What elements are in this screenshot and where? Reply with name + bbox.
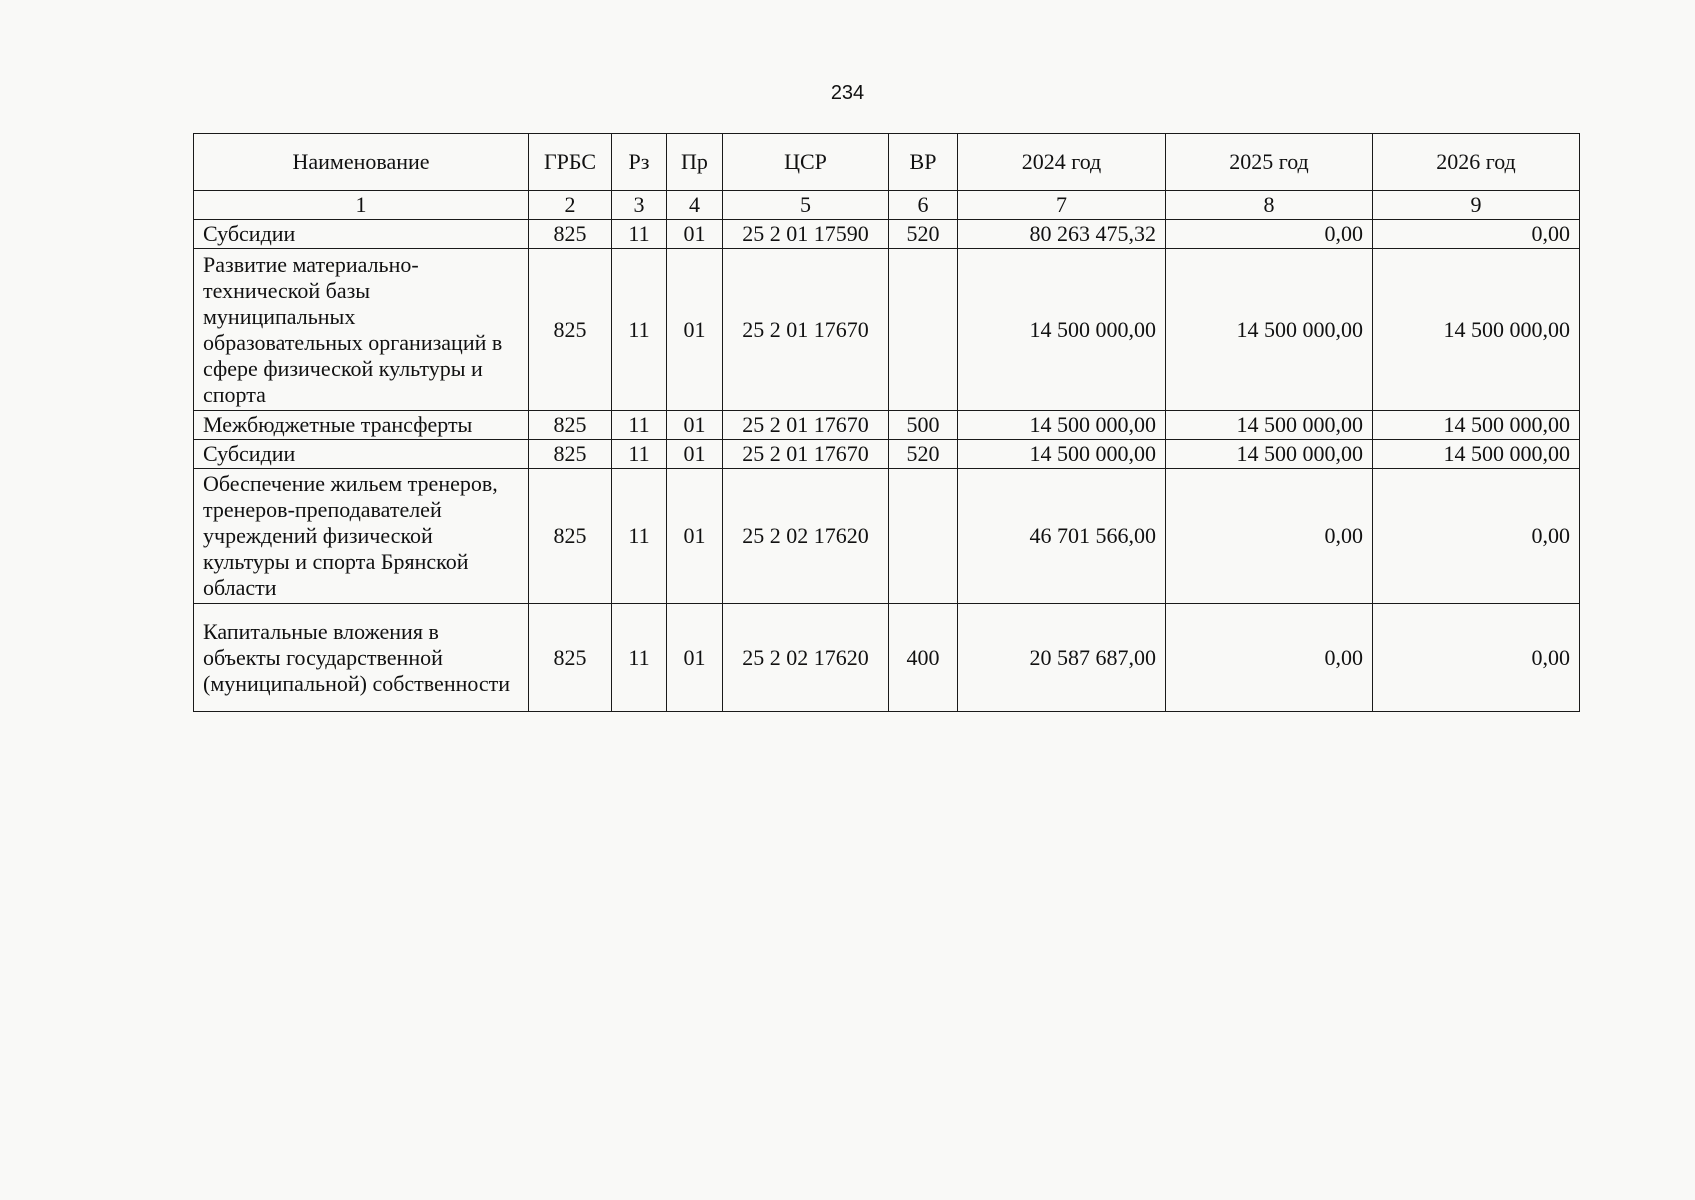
row-csr: 25 2 01 17670: [723, 249, 889, 411]
header-2026: 2026 год: [1373, 134, 1580, 191]
row-amount-2024: 46 701 566,00: [958, 469, 1166, 604]
row-amount-2026: 0,00: [1373, 220, 1580, 249]
row-rz: 11: [612, 469, 667, 604]
row-amount-2026: 14 500 000,00: [1373, 440, 1580, 469]
row-grbs: 825: [529, 411, 612, 440]
table-row: [194, 249, 1580, 411]
row-amount-2024: 14 500 000,00: [958, 411, 1166, 440]
row-pr: 01: [667, 440, 723, 469]
row-name: Субсидии: [194, 440, 529, 469]
header-vr: ВР: [889, 134, 958, 191]
row-csr: 25 2 01 17670: [723, 411, 889, 440]
table-row: [194, 604, 1580, 712]
header-rz: Рз: [612, 134, 667, 191]
column-number: 9: [1373, 191, 1580, 220]
row-rz: 11: [612, 604, 667, 712]
row-vr: 400: [889, 604, 958, 712]
row-amount-2026: 0,00: [1373, 604, 1580, 712]
table-row: [194, 220, 1580, 249]
header-name: Наименование: [194, 134, 529, 191]
row-amount-2026: 14 500 000,00: [1373, 411, 1580, 440]
row-amount-2025: 0,00: [1166, 220, 1373, 249]
row-csr: 25 2 01 17670: [723, 440, 889, 469]
row-csr: 25 2 01 17590: [723, 220, 889, 249]
page-number: 234: [830, 82, 865, 104]
column-number-row: [194, 191, 1580, 220]
row-amount-2024: 20 587 687,00: [958, 604, 1166, 712]
table-row: [194, 411, 1580, 440]
row-vr: 520: [889, 440, 958, 469]
header-2024: 2024 год: [958, 134, 1166, 191]
row-vr: 500: [889, 411, 958, 440]
row-name: Развитие материально-технической базы муниципальных образовательных организаций в сфере физической культуры и спорта: [194, 249, 529, 411]
table-row: [194, 469, 1580, 604]
row-name: Обеспечение жильем тренеров, тренеров-преподавателей учреждений физической культуры и спорта Брянской области: [194, 469, 529, 604]
row-name: Капитальные вложения в объекты государственной (муниципальной) собственности: [194, 604, 529, 712]
budget-table: [193, 133, 1580, 712]
row-csr: 25 2 02 17620: [723, 469, 889, 604]
row-name: Субсидии: [194, 220, 529, 249]
row-amount-2026: 14 500 000,00: [1373, 249, 1580, 411]
row-rz: 11: [612, 411, 667, 440]
row-amount-2025: 14 500 000,00: [1166, 440, 1373, 469]
row-grbs: 825: [529, 220, 612, 249]
row-amount-2025: 14 500 000,00: [1166, 249, 1373, 411]
row-vr: [889, 249, 958, 411]
header-csr: ЦСР: [723, 134, 889, 191]
row-amount-2026: 0,00: [1373, 469, 1580, 604]
column-number: 6: [889, 191, 958, 220]
row-csr: 25 2 02 17620: [723, 604, 889, 712]
row-amount-2024: 80 263 475,32: [958, 220, 1166, 249]
row-grbs: 825: [529, 604, 612, 712]
row-amount-2024: 14 500 000,00: [958, 249, 1166, 411]
row-rz: 11: [612, 440, 667, 469]
column-number: 7: [958, 191, 1166, 220]
table-header-row: [194, 134, 1580, 191]
row-pr: 01: [667, 411, 723, 440]
row-amount-2024: 14 500 000,00: [958, 440, 1166, 469]
row-vr: 520: [889, 220, 958, 249]
row-grbs: 825: [529, 440, 612, 469]
row-pr: 01: [667, 604, 723, 712]
row-pr: 01: [667, 469, 723, 604]
header-pr: Пр: [667, 134, 723, 191]
column-number: 4: [667, 191, 723, 220]
column-number: 5: [723, 191, 889, 220]
row-rz: 11: [612, 249, 667, 411]
row-amount-2025: 14 500 000,00: [1166, 411, 1373, 440]
row-pr: 01: [667, 249, 723, 411]
table-row: [194, 440, 1580, 469]
row-amount-2025: 0,00: [1166, 469, 1373, 604]
header-grbs: ГРБС: [529, 134, 612, 191]
row-vr: [889, 469, 958, 604]
row-grbs: 825: [529, 469, 612, 604]
header-2025: 2025 год: [1166, 134, 1373, 191]
column-number: 8: [1166, 191, 1373, 220]
row-name: Межбюджетные трансферты: [194, 411, 529, 440]
row-pr: 01: [667, 220, 723, 249]
row-rz: 11: [612, 220, 667, 249]
row-amount-2025: 0,00: [1166, 604, 1373, 712]
column-number: 1: [194, 191, 529, 220]
column-number: 3: [612, 191, 667, 220]
row-grbs: 825: [529, 249, 612, 411]
column-number: 2: [529, 191, 612, 220]
